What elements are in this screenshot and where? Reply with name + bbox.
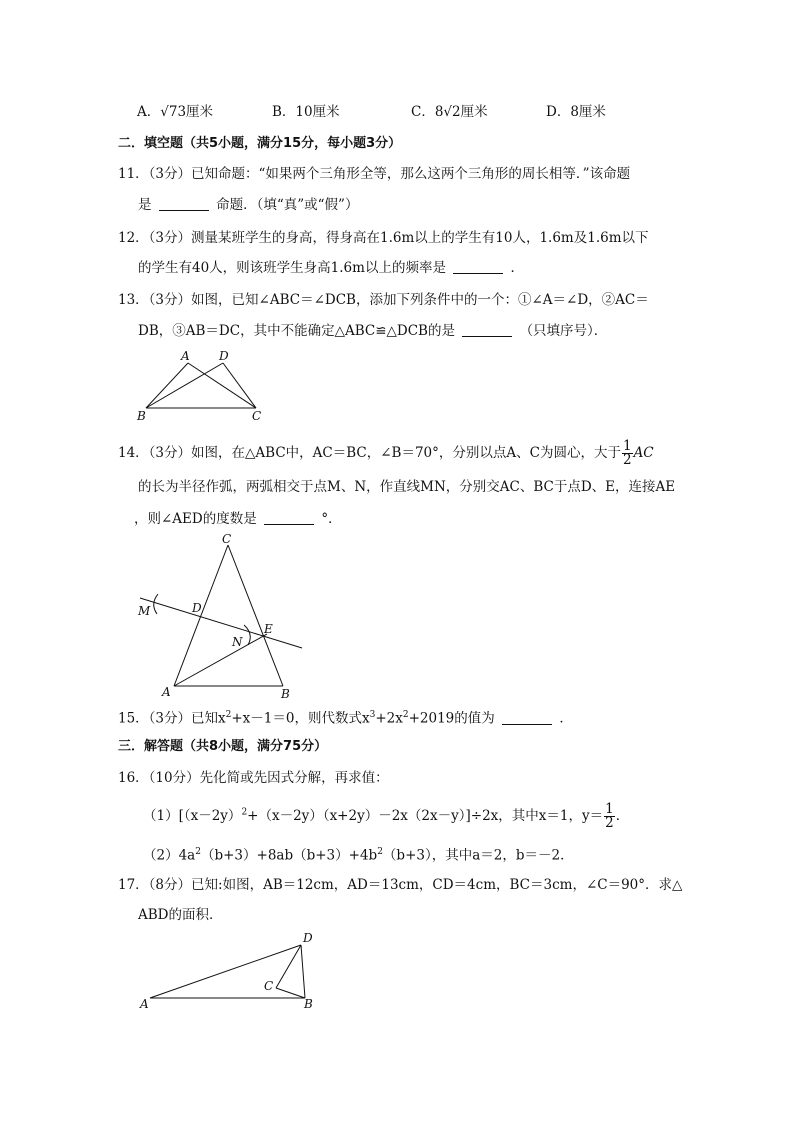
q11-line1: 11．（3分）已知命题：“如果两个三角形全等，那么这两个三角形的周长相等．”该命题	[118, 166, 631, 182]
q15-text-d: +2019的值为	[408, 710, 495, 727]
q12-text-a: 的学生有40人，则该班学生身高1.6m以上的频率是	[138, 260, 446, 276]
fig14-label-b: B	[281, 687, 290, 701]
fig14-label-a: A	[162, 685, 171, 699]
fig17-label-c: C	[264, 979, 274, 993]
q16-p1-text-a: （1）[（x－2y）	[143, 808, 242, 824]
fig13-label-d: D	[219, 349, 229, 363]
fig14-label-d: D	[192, 601, 202, 615]
q14-fraction: $\frac{1}{2}$	[622, 438, 632, 468]
q16-p2-sup: 2	[377, 847, 383, 857]
q13-text-b: （只填序号）．	[519, 323, 608, 339]
option-c: C．8√2厘米	[411, 104, 488, 120]
q14-text-b: AC	[633, 445, 654, 461]
q14-text-a: 14．（3分）如图，在△ABC中，AC＝BC，∠B＝70°，分别以点A、C为圆心，大于	[118, 445, 621, 461]
option-a: A．√73厘米	[137, 104, 214, 120]
section-title-fill-blank: 二．填空题（共5小题，满分15分，每小题3分）	[118, 136, 402, 151]
q13-line1: 13．（3分）如图，已知∠ABC＝∠DCB，添加下列条件中的一个：①∠A＝∠D，②AC＝	[118, 292, 649, 308]
q16-p1-end: ．	[615, 808, 630, 824]
q16-fraction: $\frac{1}{2}$	[605, 801, 614, 831]
q16-p1-sup: 2	[241, 807, 248, 818]
fig17-label-a: A	[140, 997, 149, 1011]
fig14-label-c: C	[222, 532, 232, 546]
fig17-label-b: B	[304, 997, 313, 1011]
q15-sup: 3	[369, 710, 376, 720]
q17-line1: 17．（8分）已知:如图，AB＝12cm，AD＝13cm，CD＝4cm，BC＝3cm，∠C＝90°．求△	[118, 877, 683, 893]
q14-text-c: ，则∠AED的度数是	[134, 511, 257, 527]
q15-sup: 2	[402, 710, 409, 720]
fig14-label-e: E	[264, 622, 273, 636]
fig17-label-d: D	[303, 931, 313, 945]
fig17-segment-dc	[276, 945, 301, 988]
q16-p2-text-a: （2）4a	[143, 847, 196, 864]
q12-text-b: ．	[510, 260, 525, 276]
fig17-segment-cb	[276, 988, 305, 998]
q14-text-d: °．	[321, 511, 342, 527]
q15-text-a: 15．（3分）已知x	[118, 710, 226, 727]
q12-line1: 12．（3分）测量某班学生的身高，得身高在1.6m以上的学生有10人，1.6m及1.6m以下	[118, 230, 649, 246]
q14-line2: 的长为半径作弧，两弧相交于点M、N，作直线MN，分别交AC、BC于点D、E，连接AE	[138, 479, 676, 495]
q16-p1-text-b: +（x－2y）（x+2y）－2x（2x－y）]÷2x，其中x＝1，y＝	[247, 808, 604, 824]
section-title-answer: 三．解答题（共8小题，满分75分）	[118, 739, 328, 754]
fig13-label-b: B	[137, 409, 146, 423]
q11-text-b: 命题．（填“真”或“假”）	[216, 197, 359, 213]
q15-text-b: +x－1＝0，则代数式x	[231, 710, 370, 727]
q16-p2-text-b: （b+3）+8ab（b+3）+4b	[200, 847, 378, 864]
q15-text-e: ．	[559, 710, 573, 727]
fig17-segment-ad	[150, 945, 301, 998]
q16-p2-text-c: （b+3），其中a＝2，b＝－2．	[382, 847, 574, 864]
fig13-label-a: A	[181, 349, 190, 363]
q16-intro: 16．（10分）先化简或先因式分解，再求值：	[118, 770, 389, 786]
q16-p2-sup: 2	[195, 847, 201, 857]
q17-line2: ABD的面积．	[138, 907, 223, 923]
q11-text-a: 是	[138, 197, 152, 213]
option-d: D．8厘米	[546, 104, 606, 120]
fig14-label-m: M	[138, 604, 151, 618]
fig14-label-n: N	[232, 635, 243, 649]
q13-text-a: DB，③AB＝DC，其中不能确定△ABC≌△DCB的是	[138, 323, 455, 339]
fig17-segment-db	[301, 945, 305, 998]
q15-sup: 2	[225, 710, 232, 720]
option-b: B．10厘米	[272, 104, 340, 120]
fig13-label-c: C	[252, 409, 262, 423]
q15-text-c: +2x	[375, 710, 403, 727]
